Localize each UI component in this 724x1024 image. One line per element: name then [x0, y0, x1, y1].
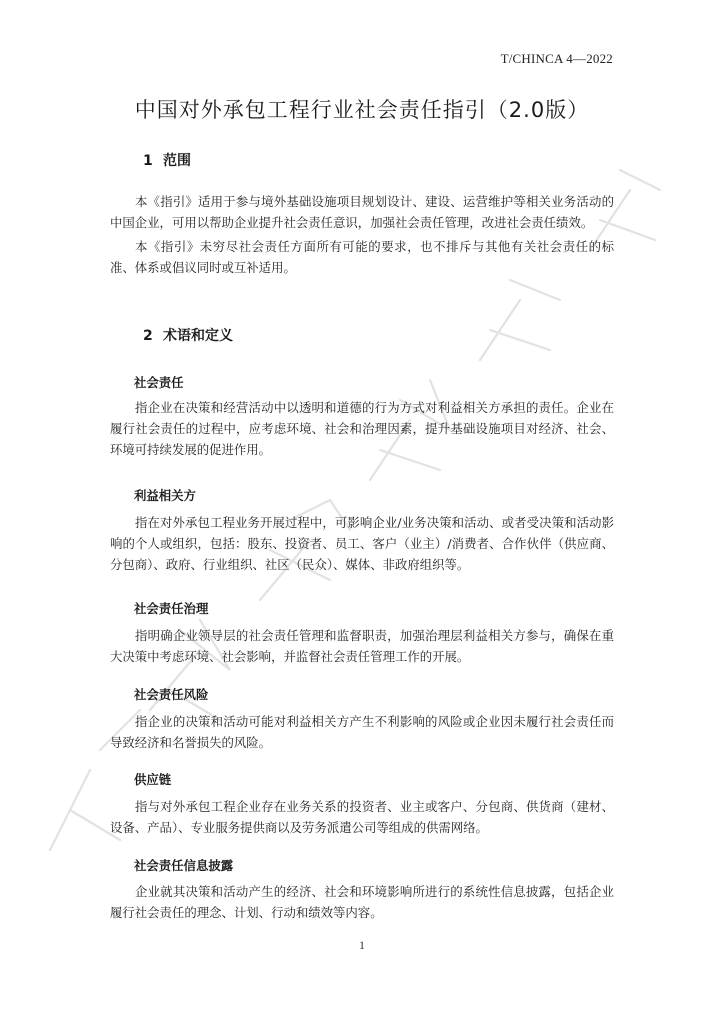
term-definition: 指企业的决策和活动可能对利益相关方产生不利影响的风险或企业因未履行社会责任而导致经济和名誉损失的风险。 — [110, 714, 614, 750]
section-number: 2 — [143, 328, 153, 344]
paragraph: 本《指引》适用于参与境外基础设施项目规划设计、建设、运营维护等相关业务活动的中国企业，可用以帮助企业提升社会责任意识，加强社会责任管理，改进社会责任绩效。 — [110, 194, 614, 230]
term-definition: 指在对外承包工程业务开展过程中，可影响企业/业务决策和活动、或者受决策和活动影响的个人或组织，包括：股东、投资者、员工、客户（业主）/消费者、合作伙伴（供应商、分包商）、政府、行业组织、社区（民众）、媒体、非政府组织等。 — [110, 515, 614, 572]
section-title: 范围 — [163, 153, 191, 169]
section-1-body — [110, 191, 614, 281]
term-definition: 指明确企业领导层的社会责任管理和监督职责，加强治理层利益相关方参与，确保在重大决策中考虑环境、社会影响，并监督社会责任管理工作的开展。 — [110, 628, 614, 664]
term-heading: 社会责任治理 — [134, 601, 209, 616]
paragraph: 本《指引》未穷尽社会责任方面所有可能的要求，也不排斥与其他有关社会责任的标准、体系或倡议同时或互补适用。 — [110, 239, 614, 275]
term-definition: 企业就其决策和活动产生的经济、社会和环境影响所进行的系统性信息披露，包括企业履行社会责任的理念、计划、行动和绩效等内容。 — [110, 884, 614, 920]
term-definition: 指与对外承包工程企业存在业务关系的投资者、业主或客户、分包商、供货商（建材、设备、产品）、专业服务提供商以及劳务派遣公司等组成的供需网络。 — [110, 799, 614, 835]
term-heading: 利益相关方 — [134, 488, 196, 503]
document-title: 中国对外承包工程行业社会责任指引（2.0版） — [134, 98, 590, 122]
section-2-heading — [143, 325, 233, 345]
term-heading: 社会责任 — [134, 375, 184, 390]
term-heading: 社会责任风险 — [134, 687, 209, 702]
section-number: 1 — [143, 153, 153, 169]
term-heading: 供应链 — [134, 772, 172, 787]
section-title: 术语和定义 — [163, 328, 233, 344]
term-definition: 指企业在决策和经营活动中以透明和道德的行为方式对利益相关方承担的责任。企业在履行社会责任的过程中，应考虑环境、社会和治理因素，提升基础设施项目对经济、社会、环境可持续发展的促进作用。 — [110, 400, 614, 457]
section-1-heading — [143, 150, 191, 170]
term-heading: 社会责任信息披露 — [134, 858, 234, 873]
page-number: 1 — [359, 938, 365, 952]
standard-code: T/CHINCA 4—2022 — [500, 51, 613, 66]
